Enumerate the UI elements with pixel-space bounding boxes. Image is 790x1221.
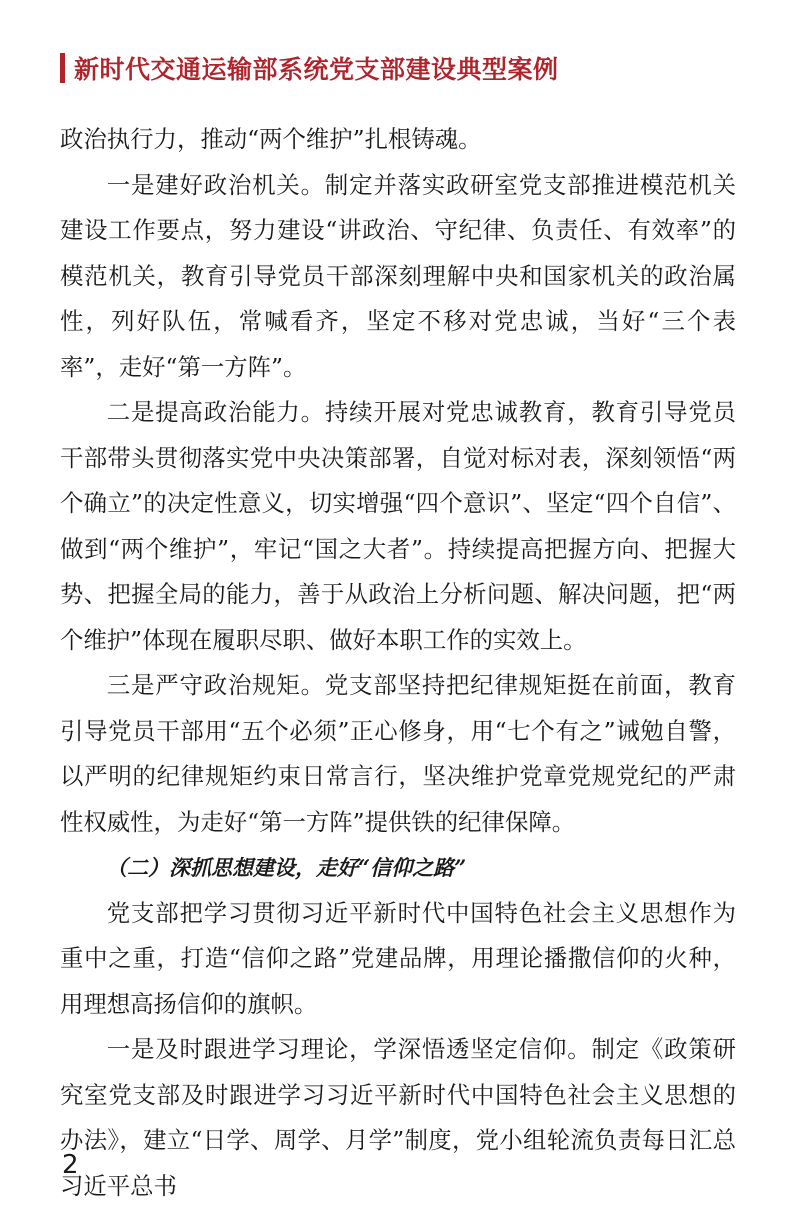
body-text xyxy=(60,117,736,1209)
header-title: 新时代交通运输部系统党支部建设典型案例 xyxy=(74,55,559,84)
paragraph: 一是建好政治机关。制定并落实政研室党支部推进模范机关建设工作要点，努力建设“讲政治、守纪律、负责任、有效率”的模范机关，教育引导党员干部深刻理解中央和国家机关的政治属性，列好队伍，常喊看齐，坚定不移对党忠诚，当好“三个表率”，走好“第一方阵”。 xyxy=(60,170,736,381)
page-number: 2 xyxy=(62,1150,79,1180)
running-header xyxy=(60,50,559,86)
paragraph-continued: 政治执行力，推动“两个维护”扎根铸魂。 xyxy=(60,125,482,153)
section-subheading: （二）深抓思想建设，走好“信仰之路” xyxy=(106,855,467,880)
header-accent-bar xyxy=(60,53,65,83)
paragraph: 二是提高政治能力。持续开展对党忠诚教育，教育引导党员干部带头贯彻落实党中央决策部署，自觉对标对表，深刻领悟“两个确立”的决定性意义，切实增强“四个意识”、坚定“四个自信”、做到“两个维护”，牢记“国之大者”。持续提高把握方向、把握大势、把握全局的能力，善于从政治上分析问题、解决问题，把“两个维护”体现在履职尽职、做好本职工作的实效上。 xyxy=(60,398,736,654)
paragraph: 三是严守政治规矩。党支部坚持把纪律规矩挺在前面，教育引导党员干部用“五个必须”正心修身，用“七个有之”诫勉自警，以严明的纪律规矩约束日常言行，坚决维护党章党规党纪的严肃性权威性，为走好“第一方阵”提供铁的纪律保障。 xyxy=(60,671,736,836)
paragraph: 党支部把学习贯彻习近平新时代中国特色社会主义思想作为重中之重，打造“信仰之路”党建品牌，用理论播撒信仰的火种，用理想高扬信仰的旗帜。 xyxy=(60,898,736,1018)
paragraph: 一是及时跟进学习理论，学深悟透坚定信仰。制定《政策研究室党支部及时跟进学习习近平新时代中国特色社会主义思想的办法》，建立“日学、周学、月学”制度，党小组轮流负责每日汇总习近平总书 xyxy=(60,1035,736,1200)
